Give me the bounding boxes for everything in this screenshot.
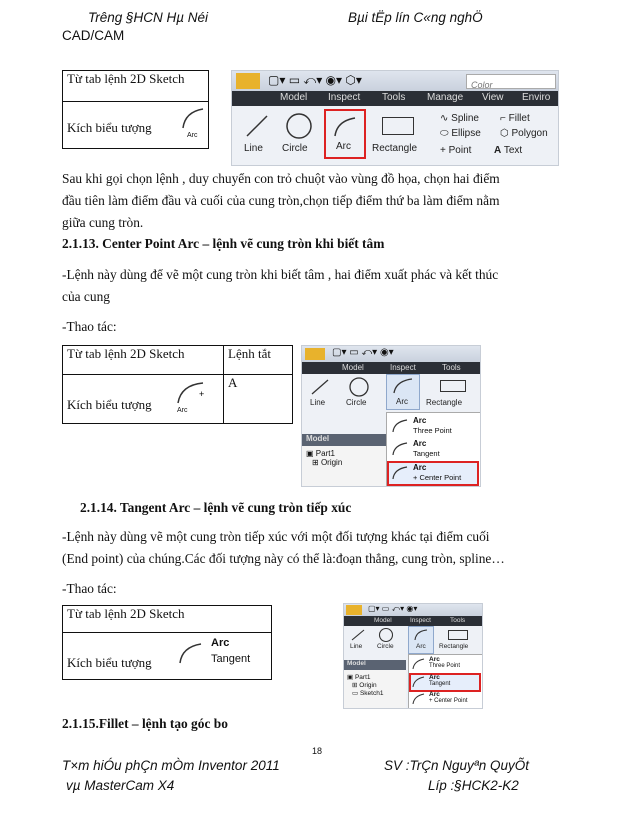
ribbon-screenshot-3: [343, 603, 483, 709]
app-logo-icon: [346, 605, 362, 615]
tree-item-sketch[interactable]: ▭ Sketch1: [352, 690, 384, 697]
center-point-arc-icon: [412, 693, 425, 705]
fillet-tool[interactable]: ⌐ Fillet: [500, 113, 530, 124]
arc-icon: [181, 106, 207, 132]
circle-label: Circle: [346, 398, 367, 407]
line-icon[interactable]: [350, 628, 366, 642]
menu-item-title: Arc: [429, 656, 440, 663]
tangent-icon-sub: Tangent: [211, 653, 251, 665]
tree-item-sketch-label: Sketch1: [359, 690, 384, 697]
menu-item-sub: + Center Point: [413, 473, 462, 482]
heading-2-1-14: 2.1.14. Tangent Arc – lệnh vẽ cung tròn tiếp xúc: [80, 500, 352, 515]
arc-icon: [413, 628, 429, 642]
desc-2-1-14: [62, 526, 505, 570]
three-point-arc-icon: [412, 658, 425, 670]
tangent-arc-icon: [177, 641, 205, 667]
paragraph1-line2: đầu tiên làm điểm đầu và cuối của cung tròn,chọn tiếp điểm thứ ba làm điểm nằm: [62, 193, 500, 208]
table2-shortcut-header: Lệnh tắt: [224, 346, 293, 375]
heading-2-1-15: 2.1.15.Fillet – lệnh tạo góc bo: [62, 716, 228, 731]
paragraph1-line3: giữa cung tròn.: [62, 215, 144, 230]
instruction-table-1: [62, 70, 209, 149]
browser-header: [302, 434, 386, 446]
instruction-table-3: [62, 605, 272, 680]
heading-2-1-13: 2.1.13. Center Point Arc – lệnh vẽ cung tròn khi biết tâm: [62, 236, 385, 251]
line-label: Line: [244, 143, 263, 154]
desc-2-1-13: [62, 264, 498, 308]
ellipse-tool[interactable]: ⬭ Ellipse: [440, 128, 481, 139]
table2-shortcut-value: A: [224, 375, 293, 424]
tree-item-part-label: Part1: [315, 449, 335, 458]
menu-item-sub: + Center Point: [429, 698, 468, 704]
arc-dropdown-button[interactable]: [408, 626, 434, 654]
arc-label: Arc: [416, 643, 426, 650]
arc-dropdown-menu: [386, 412, 481, 487]
rectangle-label: Rectangle: [426, 398, 463, 407]
circle-label: Circle: [282, 143, 308, 154]
tab-inspect[interactable]: Inspect: [390, 363, 416, 372]
quick-access-icon: ▢▾ ▭ ⤺▾ ◉▾ ⬡▾: [268, 73, 362, 87]
rectangle-icon[interactable]: [382, 117, 414, 135]
table3-row1: Từ tab lệnh 2D Sketch: [63, 606, 272, 633]
footer-course: T×m hiÓu phÇn mÒm Inventor 2011: [62, 758, 280, 773]
ribbon-screenshot-1: [231, 70, 559, 166]
color-box: Color: [471, 80, 493, 90]
point-tool[interactable]: + Point: [440, 145, 472, 156]
browser-tree: [302, 446, 386, 486]
menu-arc-tangent[interactable]: [389, 438, 479, 460]
browser-header: [344, 660, 406, 670]
header-school: Trêng §HCN Hµ Néi: [88, 10, 209, 25]
circle-label: Circle: [377, 643, 394, 650]
menu-item-sub: Tangent: [429, 681, 451, 687]
footer-class: Líp :§HCK2-K2: [428, 778, 519, 793]
instruction-table-2: [62, 345, 293, 424]
page-number: 18: [312, 746, 323, 756]
paragraph-arc-usage: [62, 168, 500, 234]
arc-tool-label: Arc: [336, 141, 351, 152]
table3-row2: Kích biểu tượng: [67, 655, 152, 670]
app-logo-icon: [305, 348, 325, 360]
ellipse-label: Ellipse: [451, 128, 481, 139]
footer-student: SV :TrÇn Nguyªn QuyÕt: [384, 758, 530, 773]
desc-2113-line1: -Lệnh này dùng để vẽ một cung tròn khi biết tâm , hai điểm xuất phác và kết thúc: [62, 267, 499, 282]
menu-arc-center-point[interactable]: [387, 461, 479, 486]
center-arc-icon: [175, 379, 209, 407]
footer-course-2: vµ MasterCam X4: [66, 778, 175, 793]
line-label: Line: [350, 643, 363, 650]
text-tool[interactable]: A Text: [494, 145, 523, 156]
polygon-tool[interactable]: ⬡ Polygon: [500, 128, 548, 139]
menu-item-title: Arc: [413, 439, 427, 448]
menu-item-sub: Tangent: [413, 449, 440, 458]
rectangle-label: Rectangle: [372, 143, 418, 154]
quick-access-icon: ▢▾ ▭ ⤺▾ ◉▾: [368, 604, 418, 613]
circle-icon[interactable]: [284, 111, 314, 141]
menu-item-title: Arc: [429, 674, 440, 681]
table2-row2: Kích biểu tượng: [67, 397, 152, 412]
tree-item-part-label: Part1: [354, 674, 371, 681]
tree-item-origin-label: Origin: [320, 458, 343, 467]
browser-title: Model: [306, 434, 330, 443]
spline-tool[interactable]: ∿ Spline: [440, 113, 479, 124]
menu-item-sub: Three Point: [429, 663, 461, 669]
arc-tool-highlight[interactable]: [324, 109, 366, 159]
menu-arc-tangent[interactable]: [409, 673, 481, 692]
line-icon[interactable]: [310, 378, 330, 396]
tab-model[interactable]: Model: [342, 363, 364, 372]
center-arc-icon-label: Arc: [177, 407, 188, 414]
ribbon-screenshot-2: [301, 345, 481, 487]
tangent-icon-title: Arc: [211, 637, 230, 649]
header-project: Bµi tËp lín C«ng nghÖ: [348, 10, 483, 25]
polygon-label: Polygon: [511, 128, 548, 139]
paragraph1-line1: Sau khi gọi chọn lệnh , duy chuyển con trỏ chuột vào vùng đồ họa, chọn hai điểm: [62, 171, 500, 186]
tree-item-part[interactable]: ▣ Part1: [306, 449, 335, 458]
tab-tools[interactable]: Tools: [382, 92, 406, 103]
tab-view[interactable]: View: [482, 92, 504, 103]
op-2-1-14: -Thao tác:: [62, 581, 117, 596]
table1-row1: Từ tab lệnh 2D Sketch: [63, 71, 209, 102]
desc-2113-line2: của cung: [62, 289, 110, 304]
menu-item-title: Arc: [429, 691, 440, 698]
op-2-1-13: -Thao tác:: [62, 319, 117, 334]
desc-2114-line2: (End point) của chúng.Các đối tượng này có thể là:đoạn thẳng, cung tròn, spline…: [62, 551, 505, 566]
tab-model[interactable]: Model: [374, 617, 392, 624]
table1-row2: Kích biểu tượng: [67, 120, 152, 135]
tab-tools[interactable]: Tools: [450, 617, 466, 624]
rectangle-icon[interactable]: [440, 380, 466, 392]
spline-label: Spline: [451, 113, 479, 124]
tab-tools[interactable]: Tools: [442, 363, 461, 372]
tab-model[interactable]: Model: [280, 92, 308, 103]
tree-item-origin-label: Origin: [359, 682, 377, 689]
menu-arc-three-point[interactable]: [389, 415, 479, 437]
line-icon[interactable]: [244, 113, 270, 139]
tab-manage[interactable]: Manage: [427, 92, 464, 103]
rectangle-icon[interactable]: [448, 630, 468, 640]
quick-access-icon: ▢▾ ▭ ⤺▾ ◉▾: [332, 347, 394, 358]
app-logo-icon: [236, 73, 260, 89]
menu-arc-center-point[interactable]: [411, 691, 481, 707]
tangent-arc-icon: [412, 676, 425, 688]
arc-dropdown-menu: [408, 654, 483, 709]
menu-item-title: Arc: [413, 416, 427, 425]
browser-tree: [344, 670, 406, 708]
tangent-arc-icon: [391, 441, 409, 457]
tree-item-origin[interactable]: ⊞ Origin: [352, 682, 377, 689]
menu-arc-three-point[interactable]: [411, 656, 481, 672]
header-subject: CAD/CAM: [62, 28, 125, 43]
circle-icon[interactable]: [378, 627, 394, 643]
menu-item-sub: Three Point: [413, 426, 452, 435]
text-label: Text: [503, 145, 523, 156]
rectangle-label: Rectangle: [439, 643, 469, 650]
arc-icon: [392, 377, 414, 395]
fillet-label: Fillet: [508, 113, 530, 124]
menu-item-title: Arc: [413, 463, 427, 472]
browser-title: Model: [347, 660, 366, 667]
line-label: Line: [310, 398, 326, 407]
point-label: Point: [448, 145, 472, 156]
table2-row1: Từ tab lệnh 2D Sketch: [63, 346, 224, 375]
three-point-arc-icon: [391, 418, 409, 434]
center-point-arc-icon: [391, 465, 409, 481]
arc-icon-label: Arc: [187, 132, 198, 139]
tree-item-origin[interactable]: ⊞ Origin: [312, 458, 343, 467]
circle-icon[interactable]: [348, 376, 370, 398]
tab-inspect[interactable]: Inspect: [328, 92, 361, 103]
arc-tool-icon: [332, 115, 358, 139]
tree-item-part[interactable]: ▣ Part1: [347, 674, 371, 681]
arc-label: Arc: [396, 397, 408, 406]
desc-2114-line1: -Lệnh này dùng vẽ một cung tròn tiếp xúc với một đối tượng khác tại điểm cuối: [62, 529, 490, 544]
tab-inspect[interactable]: Inspect: [410, 617, 431, 624]
arc-dropdown-button[interactable]: [386, 374, 420, 410]
svg-text:+: +: [199, 389, 205, 399]
tab-environment[interactable]: Enviro: [522, 92, 551, 103]
